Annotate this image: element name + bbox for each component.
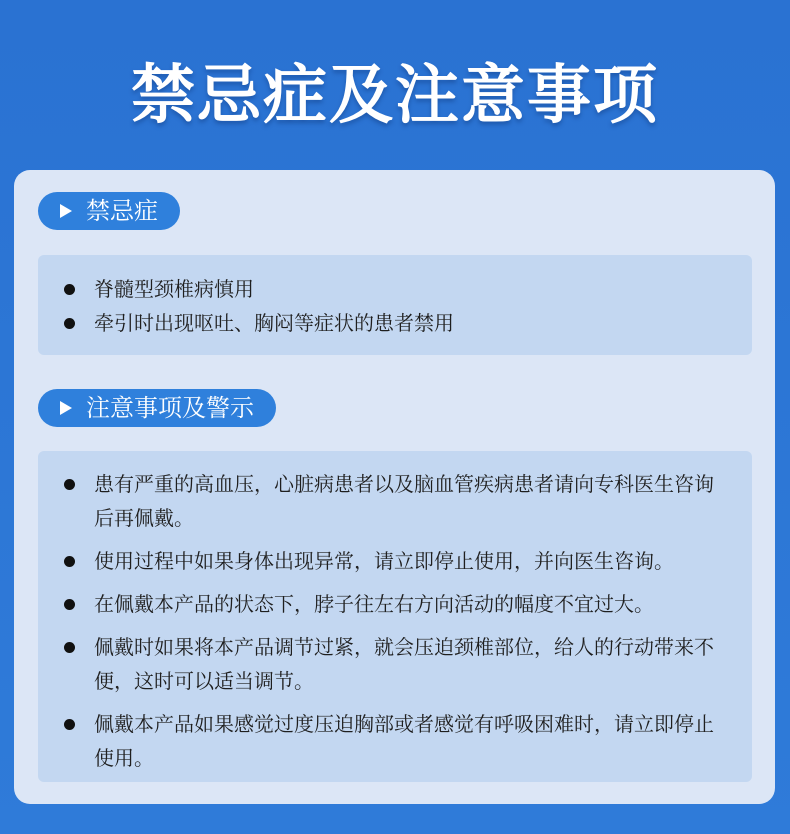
page-title: 禁忌症及注意事项 — [131, 59, 659, 133]
list-item-text: 在佩戴本产品的状态下，脖子往左右方向活动的幅度不宜过大。 — [94, 592, 654, 616]
list-item — [64, 467, 732, 535]
list-item-text: 牵引时出现呕吐、胸闷等症状的患者禁用 — [94, 311, 454, 335]
section-heading-label: 禁忌症 — [86, 197, 158, 225]
list-item-text: 脊髓型颈椎病慎用 — [94, 277, 254, 301]
bullet-icon — [64, 556, 75, 567]
play-triangle-icon — [60, 204, 72, 218]
list-item — [64, 630, 732, 698]
list-item — [64, 272, 732, 306]
list-item-text: 佩戴本产品如果感觉过度压迫胸部或者感觉有呼吸困难时，请立即停止使用。 — [94, 712, 714, 770]
bullet-icon — [64, 642, 75, 653]
list-item-text: 患有严重的高血压，心脏病患者以及脑血管疾病患者请向专科医生咨询后再佩戴。 — [94, 472, 714, 530]
play-triangle-icon — [60, 401, 72, 415]
bullet-icon — [64, 599, 75, 610]
list-item-text: 使用过程中如果身体出现异常，请立即停止使用，并向医生咨询。 — [94, 549, 674, 573]
bullet-icon — [64, 284, 75, 295]
bullet-icon — [64, 719, 75, 730]
section-heading-label: 注意事项及警示 — [86, 394, 254, 422]
contraindications-list — [38, 255, 752, 355]
content-card — [14, 170, 775, 804]
section-heading-precautions — [38, 389, 276, 427]
precautions-list — [38, 451, 752, 782]
list-item — [64, 587, 732, 621]
list-item-text: 佩戴时如果将本产品调节过紧，就会压迫颈椎部位，给人的行动带来不便，这时可以适当调节。 — [94, 635, 714, 693]
bullet-icon — [64, 479, 75, 490]
section-heading-contraindications — [38, 192, 180, 230]
list-item — [64, 707, 732, 775]
list-item — [64, 306, 732, 340]
list-item — [64, 544, 732, 578]
bullet-icon — [64, 318, 75, 329]
